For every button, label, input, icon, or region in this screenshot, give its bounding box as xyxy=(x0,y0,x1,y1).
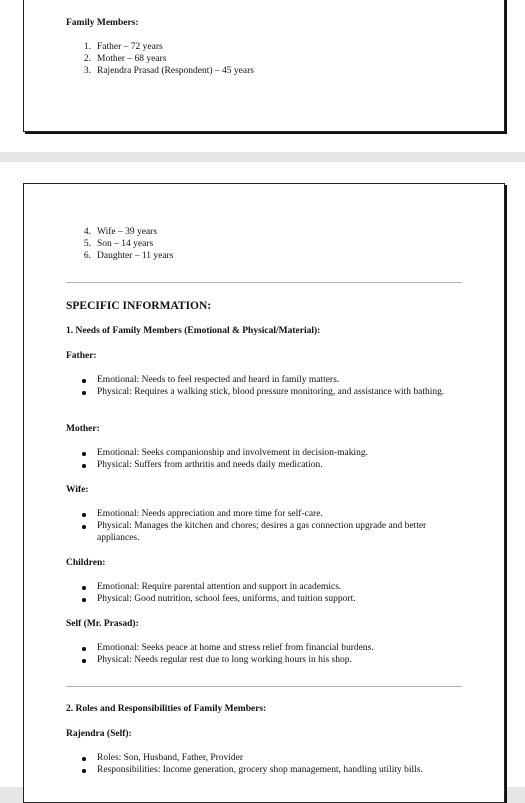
bullet-icon xyxy=(82,452,86,456)
wife-label: Wife: xyxy=(66,485,89,495)
mother-label: Mother: xyxy=(66,424,100,434)
list-item: Wife – 39 years xyxy=(97,227,158,237)
bullet-icon xyxy=(82,525,86,529)
list-item: Emotional: Needs to feel respected and heard in family matters. xyxy=(97,375,340,385)
section-title: SPECIFIC INFORMATION: xyxy=(66,300,212,312)
bullet-icon xyxy=(82,379,86,383)
roles-heading: 2. Roles and Responsibilities of Family Members: xyxy=(66,704,267,714)
list-item: Emotional: Require parental attention and support in academics. xyxy=(97,582,342,592)
father-label: Father: xyxy=(66,351,97,361)
bullet-icon xyxy=(82,464,86,468)
list-item: Physical: Needs regular rest due to long working hours in his shop. xyxy=(97,655,352,665)
list-item: Son – 14 years xyxy=(97,239,154,249)
list-item: Emotional: Needs appreciation and more time for self-care. xyxy=(97,509,323,519)
list-item: Mother – 68 years xyxy=(97,54,167,64)
bullet-icon xyxy=(82,647,86,651)
bullet-icon xyxy=(82,769,86,773)
needs-heading: 1. Needs of Family Members (Emotional & Physical/Material): xyxy=(66,326,321,336)
list-item: Emotional: Seeks peace at home and stress relief from financial burdens. xyxy=(97,643,374,653)
family-members-heading: Family Members: xyxy=(66,18,139,28)
horizontal-divider xyxy=(66,282,462,283)
number-of-members-line xyxy=(97,0,192,1)
list-number: 5. xyxy=(83,239,91,249)
bullet-icon xyxy=(82,586,86,590)
document-page-1 xyxy=(23,0,505,132)
list-item: Daughter – 11 years xyxy=(97,251,174,261)
horizontal-divider xyxy=(66,686,462,687)
list-item: Roles: Son, Husband, Father, Provider xyxy=(97,753,244,763)
children-label: Children: xyxy=(66,558,106,568)
list-item: Physical: Manages the kitchen and chores; desires a gas connection upgrade and better appliances. xyxy=(97,521,427,543)
list-number: 4. xyxy=(83,227,91,237)
bullet-icon xyxy=(82,391,86,395)
list-item: Physical: Good nutrition, school fees, uniforms, and tuition support. xyxy=(97,594,356,604)
rajendra-label: Rajendra (Self): xyxy=(66,729,132,739)
document-page-2 xyxy=(23,183,505,803)
list-number: 3. xyxy=(83,66,91,76)
list-item: Emotional: Seeks companionship and involvement in decision-making. xyxy=(97,448,368,458)
list-number: 2. xyxy=(83,54,91,64)
bullet-icon xyxy=(82,513,86,517)
list-item: Physical: Requires a walking stick, blood pressure monitoring, and assistance with bathing. xyxy=(97,387,445,397)
list-item: Responsibilities: Income generation, grocery shop management, handling utility bills. xyxy=(97,765,423,775)
list-item: Physical: Suffers from arthritis and needs daily medication. xyxy=(97,460,323,470)
bullet-icon xyxy=(82,757,86,761)
bullet-icon xyxy=(82,598,86,602)
list-item: Rajendra Prasad (Respondent) – 45 years xyxy=(97,66,254,76)
self-label: Self (Mr. Prasad): xyxy=(66,619,139,629)
list-item: Father – 72 years xyxy=(97,42,163,52)
list-number: 6. xyxy=(83,251,91,261)
list-number: 1. xyxy=(83,42,91,52)
bullet-icon xyxy=(82,659,86,663)
